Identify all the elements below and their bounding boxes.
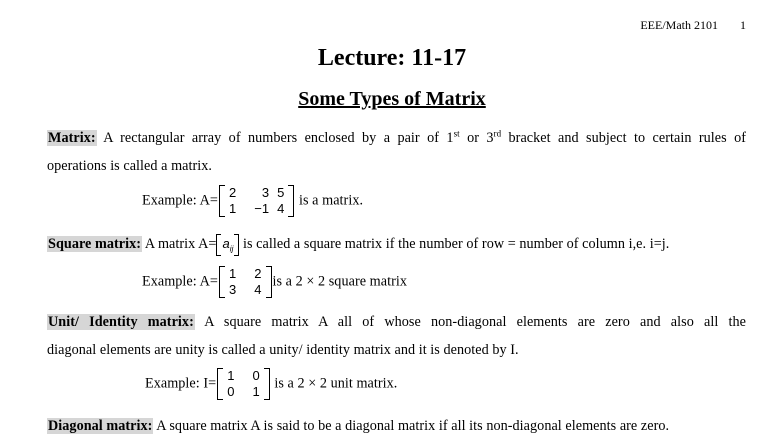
square-matrix-definition: Square matrix: A matrix $A= a_{ij}$ is called a square matrix if the number of row = number of column i,e. i=j. [48, 236, 670, 254]
term-matrix: Matrix: [48, 130, 96, 146]
unit-matrix-definition-line1: Unit/ Identity matrix: A square matrix A all of whose non-diagonal elements are zero and also all the [48, 314, 746, 330]
page-number: 1 [740, 18, 746, 32]
matrix-example-table: 2 3 5 1 −1 4 [228, 185, 285, 216]
matrix-definition-line1: Matrix: A rectangular array of numbers enclosed by a pair of 1st or 3rd bracket and subject to certain rules of [48, 128, 746, 146]
matrix-example-brackets [219, 185, 294, 217]
course-code: EEE/Math 2101 [640, 18, 718, 32]
unit-example-brackets [217, 368, 270, 400]
lecture-title: Lecture: 11-17 [317, 45, 467, 71]
term-square-matrix: Square matrix: [48, 236, 142, 253]
matrix-definition-line2: operations is called a matrix. [47, 158, 212, 174]
square-example-brackets [219, 266, 272, 298]
square-matrix-example: Example: A= 1 2 3 4 is a 2 × 2 square matrix [142, 266, 407, 297]
aij-brackets: $a_{ij}$ [216, 236, 239, 254]
diagonal-matrix-definition: Diagonal matrix: A square matrix A is said to be a diagonal matrix if all its non-diagonal elements are zero. [48, 418, 670, 434]
unit-matrix-example: Example: I= 1 0 0 1 is a 2 × 2 unit matrix. [145, 368, 398, 399]
term-diagonal-matrix: Diagonal matrix: [48, 418, 153, 434]
term-unit-matrix: Unit/ Identity matrix: [48, 314, 194, 330]
section-subtitle: Some Types of Matrix [298, 88, 486, 110]
unit-matrix-definition-line2: diagonal elements are unity is called a unity/ identity matrix and it is denoted by I. [47, 342, 519, 358]
unit-example-table: 1 0 0 1 [227, 368, 260, 399]
page-header [640, 18, 746, 33]
square-example-table: 1 2 3 4 [228, 266, 262, 297]
matrix-example: Example: A= 2 3 5 1 −1 4 is a matrix. [142, 185, 364, 216]
